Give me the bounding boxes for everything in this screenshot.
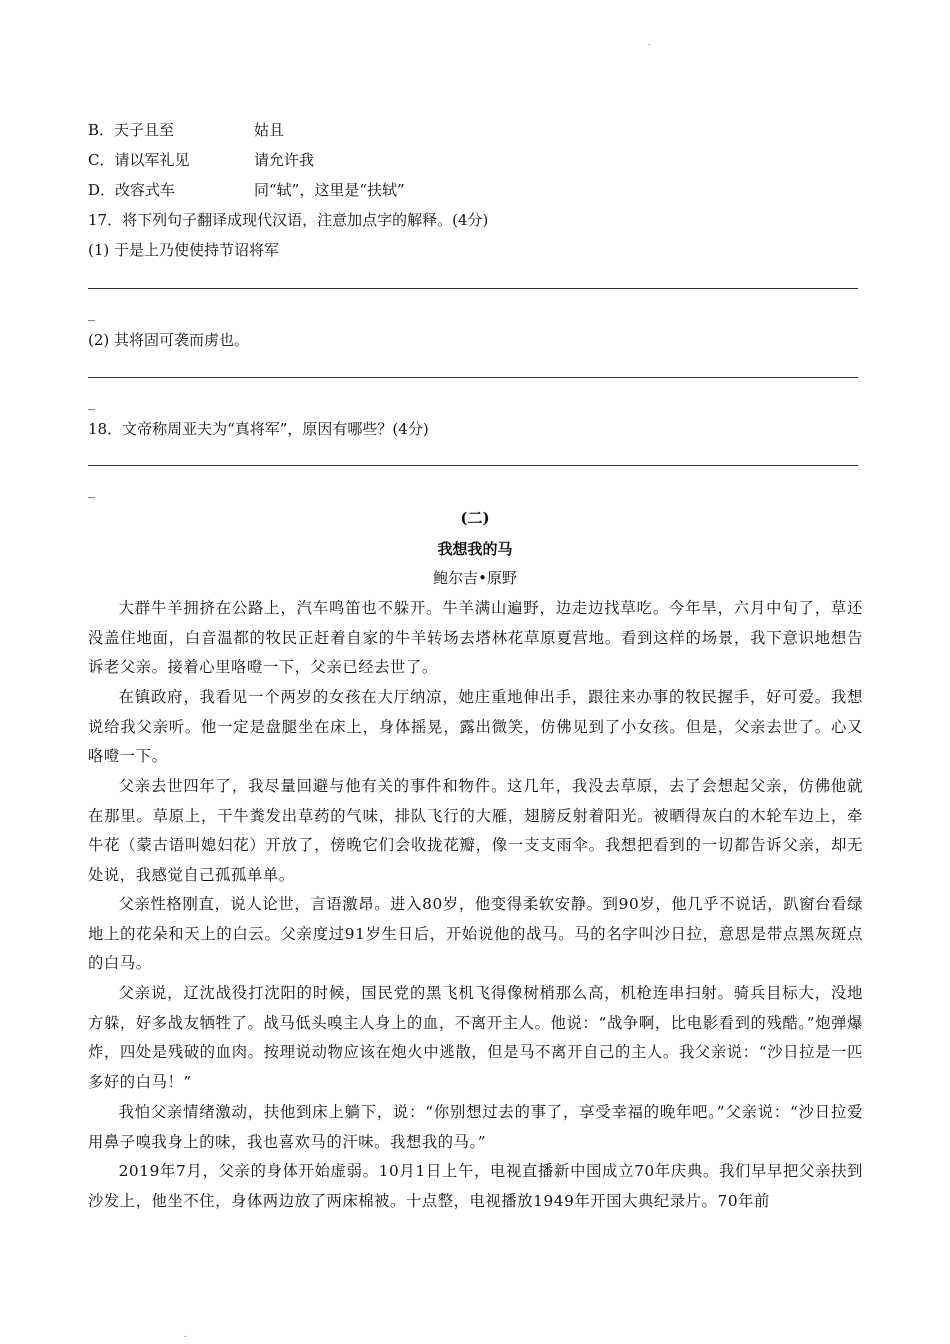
scan-dot: .: [184, 1330, 187, 1339]
article-paragraph: 我怕父亲情绪激动，扶他到床上躺下，说：“你别想过去的事了，享受幸福的晚年吧。”父亲说：“沙日拉爱用鼻子嗅我身上的味，我也喜欢马的汗味。我想我的马。”: [88, 1103, 863, 1151]
scan-dot: .: [648, 38, 651, 47]
article-paragraph: 2019年7月，父亲的身体开始虚弱。10月1日上午，电视直播新中国成立70年庆典。我们早早把父亲扶到沙发上，他坐不住，身体两边放了两床棉被。十点整，电视播放1949年开国大典纪录片。70年前: [88, 1162, 863, 1210]
article-paragraph: 父亲说，辽沈战役打沈阳的时候，国民党的黑飞机飞得像树梢那么高，机枪连串扫射。骑兵目标大，没地方躲，好多战友牺牲了。战马低头嗅主人身上的血，不离开主人。他说：“战争啊，比电影看到的残酷。”炮弹爆炸，四处是残破的血肉。按理说动物应该在炮火中逃散，但是马不离开自己的主人。我父亲说：“沙日拉是一匹多好的白马！”: [88, 984, 863, 1091]
answer-line[interactable]: [88, 377, 858, 378]
article-author: 鲍尔吉•原野: [433, 569, 517, 587]
article-paragraph: 在镇政府，我看见一个两岁的女孩在大厅纳凉，她庄重地伸出手，跟往来办事的牧民握手，好可爱。我想说给我父亲听。他一定是盘腿坐在床上，身体摇晃，露出微笑，仿佛见到了小女孩。但是，父亲去世了。心又咯噔一下。: [88, 688, 863, 765]
option-c: [88, 150, 314, 170]
option-b-gloss: 姑且: [254, 121, 285, 139]
answer-line-tail: _: [88, 306, 95, 322]
article-title: 我想我的马: [437, 540, 513, 558]
answer-line-tail: _: [88, 483, 95, 499]
article-paragraph: 大群牛羊拥挤在公路上，汽车鸣笛也不躲开。牛羊满山遍野，边走边找草吃。今年旱，六月中旬了，草还没盖住地面，白音温都的牧民正赶着自家的牛羊转场去塔林花草原夏营地。看到这样的场景，我下意识地想告诉老父亲。接着心里咯噔一下，父亲已经去世了。: [88, 599, 863, 676]
question-17-sentence-2: (2) 其将固可袭而虏也。: [88, 331, 250, 349]
option-d-label: D．改容式车: [88, 181, 176, 199]
answer-line[interactable]: [88, 288, 858, 289]
question-18-prompt: 18．文帝称周亚夫为“真将军”，原因有哪些？(4分): [88, 420, 429, 438]
question-17-sentence-1: (1) 于是上乃使使持节诏将军: [88, 241, 280, 259]
question-17-prompt: 17．将下列句子翻译成现代汉语，注意加点字的解释。(4分): [88, 211, 489, 229]
option-b: [88, 120, 284, 140]
section-heading: (二): [460, 509, 490, 527]
option-c-gloss: 请允许我: [254, 151, 315, 169]
article-paragraph: 父亲去世四年了，我尽量回避与他有关的事件和物件。这几年，我没去草原，去了会想起父亲，仿佛他就在那里。草原上，干牛粪发出草药的气味，排队飞行的大雁，翅膀反射着阳光。被晒得灰白的木轮车边上，牵牛花（蒙古语叫媳妇花）开放了，傍晚它们会收拢花瓣，像一支支雨伞。我想把看到的一切都告诉父亲，却无处说，我感觉自己孤孤单单。: [88, 777, 863, 884]
option-d-gloss: 同“轼”，这里是“扶轼”: [254, 181, 405, 199]
option-c-label: C．请以军礼见: [88, 151, 190, 169]
article-paragraph: 父亲性格刚直，说人论世，言语激昂。进入80岁，他变得柔软安静。到90岁，他几乎不说话，趴窗台看绿地上的花朵和天上的白云。父亲度过91岁生日后，开始说他的战马。马的名字叫沙日拉，意思是带点黑灰斑点的白马。: [88, 895, 863, 972]
answer-line[interactable]: [88, 465, 858, 466]
answer-line-tail: _: [88, 395, 95, 411]
option-d: [88, 180, 405, 200]
option-b-label: B．天子且至: [88, 121, 175, 139]
